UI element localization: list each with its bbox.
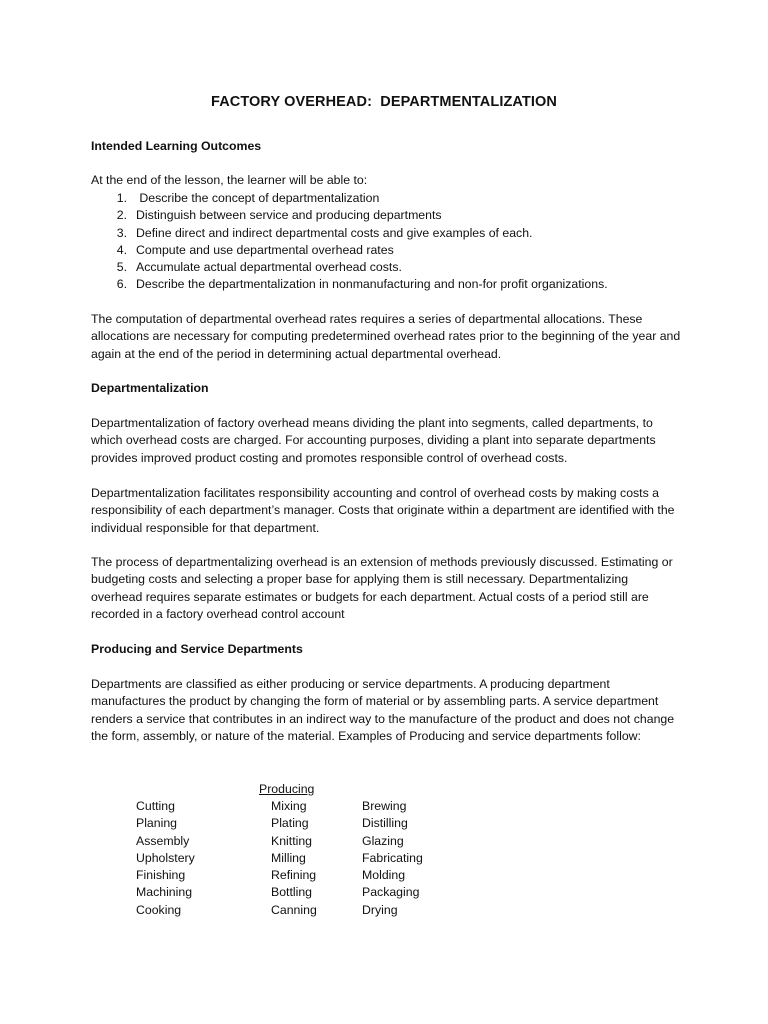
list-item	[91, 276, 691, 293]
list-item: Canning	[271, 902, 317, 917]
list-item	[91, 207, 691, 224]
list-item	[91, 259, 691, 276]
list-item: Brewing	[362, 799, 407, 813]
list-item: Refining	[271, 868, 317, 883]
list-item: Upholstery	[136, 850, 195, 865]
department-column-1	[136, 798, 195, 919]
list-item: Molding	[362, 868, 406, 883]
list-item-number: 5.	[116, 260, 127, 275]
list-item-number: 4.	[116, 242, 127, 257]
list-item-number: 2.	[116, 208, 127, 223]
list-item: Fabricating	[362, 850, 423, 865]
list-item-text: Distinguish between service and producing departments	[136, 208, 442, 223]
list-item	[91, 190, 691, 207]
list-item: Assembly	[136, 833, 190, 848]
list-item: Bottling	[271, 885, 313, 900]
intro-paragraph: The computation of departmental overhead rates requires a series of departmental allocations. These allocations are necessary for computing predetermined overhead rates prior to the beginning of the year and again at the end of the period in determining actual departmental overhead.	[91, 312, 681, 361]
list-item: Machining	[136, 885, 193, 900]
producing-column-header: Producing	[259, 782, 315, 796]
list-item: Cutting	[136, 799, 175, 813]
list-item: Drying	[362, 902, 398, 917]
list-item: Packaging	[362, 885, 420, 900]
list-item-text: Define direct and indirect departmental costs and give examples of each.	[136, 225, 533, 240]
list-item-number: 3.	[116, 225, 127, 240]
page-title: FACTORY OVERHEAD: DEPARTMENTALIZATION	[211, 94, 557, 110]
list-item: Planing	[136, 816, 178, 831]
list-item: Knitting	[271, 833, 313, 848]
departmentalization-paragraph-2: Departmentalization facilitates responsibility accounting and control of overhead costs by making costs a responsibility of each department’s manager. Costs that originate within a department are identified with the individual responsible for that department.	[91, 486, 675, 535]
list-item: Mixing	[271, 799, 307, 813]
list-item: Distilling	[362, 816, 408, 831]
list-item-number: 1.	[116, 191, 127, 205]
departmentalization-heading: Departmentalization	[91, 381, 209, 395]
list-item: Milling	[271, 850, 306, 865]
list-item: Cooking	[136, 902, 182, 917]
list-item: Glazing	[362, 833, 404, 848]
learning-outcomes-list	[91, 190, 691, 294]
producing-service-paragraph: Departments are classified as either producing or service departments. A producing department manufactures the product by changing the form of material or by assembling parts. A service department renders a service that contributes in an indirect way to the manufacture of the product and does not change the form, assembly, or nature of the material. Examples of Producing and service departments follow:	[91, 677, 675, 743]
producing-service-heading: Producing and Service Departments	[91, 642, 303, 656]
list-item-text: Accumulate actual departmental overhead costs.	[136, 260, 402, 275]
list-item-number: 6.	[116, 277, 127, 292]
departmentalization-paragraph-1: Departmentalization of factory overhead means dividing the plant into segments, called departments, to which overhead costs are charged. For accounting purposes, dividing a plant into separate departments provides improved product costing and promotes responsible control of overhead costs.	[91, 416, 656, 465]
list-item-text: Describe the concept of departmentalization	[136, 191, 380, 205]
department-column-2	[271, 798, 317, 919]
list-item: Plating	[271, 816, 309, 831]
learning-outcomes-heading: Intended Learning Outcomes	[91, 139, 262, 153]
list-item	[91, 225, 691, 242]
list-item: Finishing	[136, 868, 186, 883]
departmentalization-paragraph-3: The process of departmentalizing overhead is an extension of methods previously discussed. Estimating or budgeting costs and selecting a proper base for applying them is still necessary. Departmentalizing overhead requires separate estimates or budgets for each department. Actual costs of a period still are recorded in a factory overhead control account	[91, 555, 673, 621]
list-item-text: Compute and use departmental overhead rates	[136, 242, 394, 257]
list-item	[91, 242, 691, 259]
list-item-text: Describe the departmentalization in nonmanufacturing and non-for profit organizations.	[136, 277, 608, 292]
department-column-3	[362, 798, 423, 919]
learning-outcomes-intro: At the end of the lesson, the learner will be able to:	[91, 173, 368, 187]
